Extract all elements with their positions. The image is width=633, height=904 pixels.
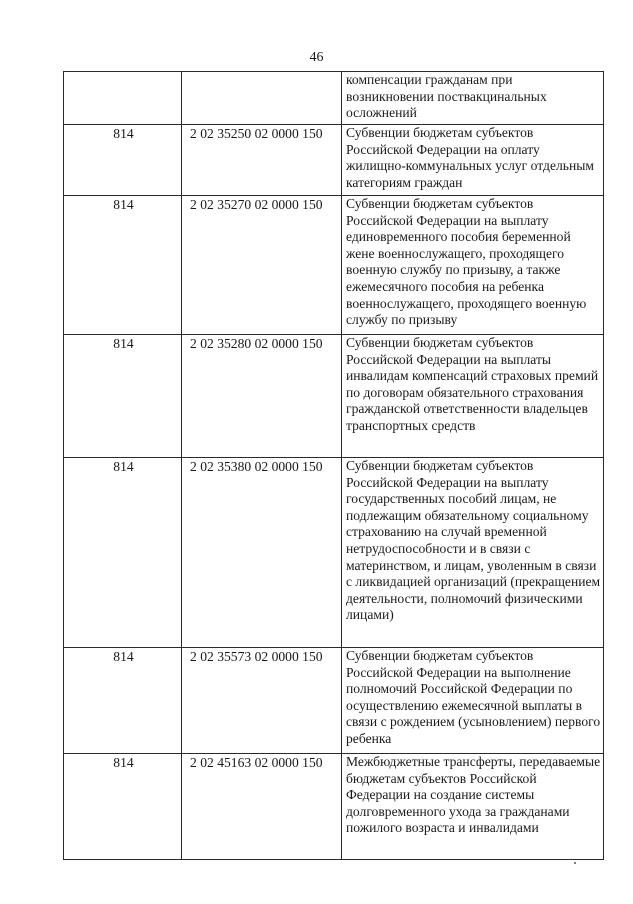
admin-code-cell: 814 (64, 648, 182, 754)
budget-classification-code-cell: 2 02 45163 02 0000 150 (182, 754, 342, 860)
table-row (64, 125, 604, 196)
table-row (64, 72, 604, 125)
admin-code-cell: 814 (64, 458, 182, 648)
scan-speck (574, 862, 576, 864)
admin-code-cell: 814 (64, 196, 182, 335)
table-row (64, 196, 604, 335)
budget-classification-code-cell: 2 02 35280 02 0000 150 (182, 335, 342, 458)
table-row (64, 458, 604, 648)
admin-code-cell (64, 72, 182, 125)
budget-classification-code-cell: 2 02 35380 02 0000 150 (182, 458, 342, 648)
budget-classification-code-cell: 2 02 35573 02 0000 150 (182, 648, 342, 754)
income-name-cell: Субвенции бюджетам субъектов Российской Федерации на оплату жилищно-коммунальных услуг отдельным категориям граждан (342, 125, 604, 196)
budget-classification-code-cell: 2 02 35270 02 0000 150 (182, 196, 342, 335)
budget-codes-table (63, 71, 604, 860)
admin-code-cell: 814 (64, 754, 182, 860)
income-name-cell: Субвенции бюджетам субъектов Российской Федерации на выплату государственных пособий лицам, не подлежащим обязательному социальному страхованию на случай временной нетрудоспособности и в связи с материнством, и лицам, уволенным в связи с ликвидацией организаций (прекращением деятельности, полномочий физическими лицами) (342, 458, 604, 648)
income-name-cell: Межбюджетные трансферты, передаваемые бюджетам субъектов Российской Федерации на создание системы долговременного ухода за гражданами пожилого возраста и инвалидами (342, 754, 604, 860)
income-name-cell: Субвенции бюджетам субъектов Российской Федерации на выполнение полномочий Российской Федерации по осуществлению ежемесячной выплаты в связи с рождением (усыновлением) первого ребенка (342, 648, 604, 754)
budget-classification-code-cell (182, 72, 342, 125)
income-name-cell: Субвенции бюджетам субъектов Российской Федерации на выплаты инвалидам компенсаций страховых премий по договорам обязательного страхования гражданской ответственности владельцев транспортных средств (342, 335, 604, 458)
budget-classification-code-cell: 2 02 35250 02 0000 150 (182, 125, 342, 196)
admin-code-cell: 814 (64, 335, 182, 458)
income-name-cell: компенсации гражданам при возникновении поствакцинальных осложнений (342, 72, 604, 125)
income-name-cell: Субвенции бюджетам субъектов Российской Федерации на выплату единовременного пособия беременной жене военнослужащего, проходящего военную службу по призыву, а также ежемесячного пособия на ребенка военнослужащего, проходящего военную службу по призыву (342, 196, 604, 335)
admin-code-cell: 814 (64, 125, 182, 196)
page-number: 46 (309, 50, 324, 65)
table-row (64, 754, 604, 860)
table-row (64, 335, 604, 458)
table-row (64, 648, 604, 754)
